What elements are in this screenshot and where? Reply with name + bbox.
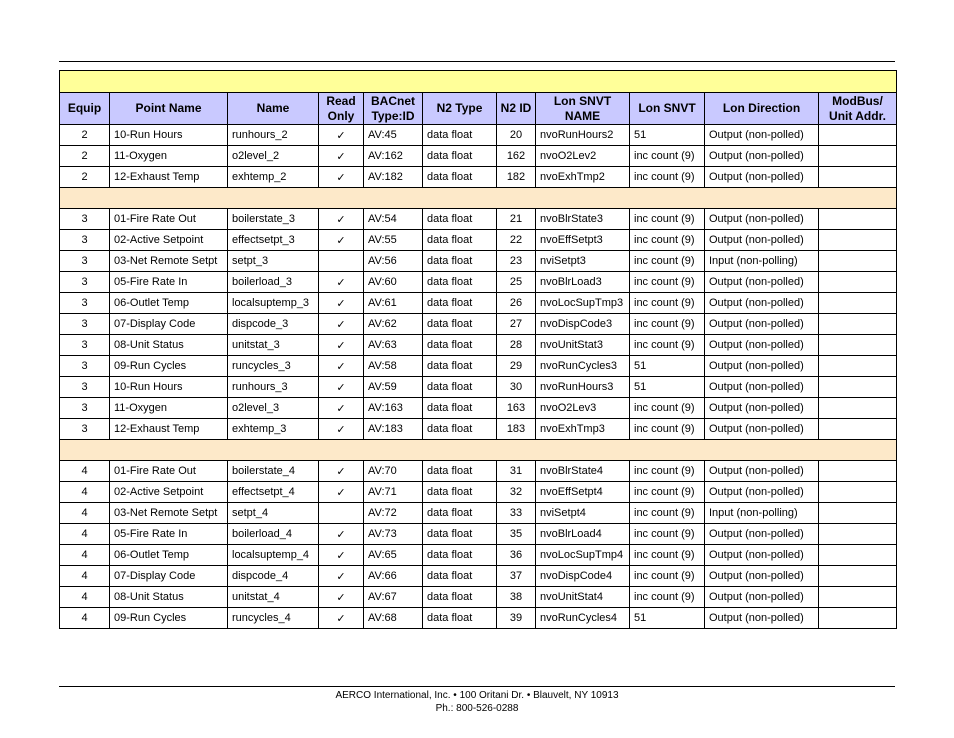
n2-id-cell: 27 bbox=[497, 314, 536, 335]
n2-type-cell: data float bbox=[423, 335, 497, 356]
bacnet-cell: AV:45 bbox=[364, 125, 423, 146]
table-row bbox=[60, 377, 897, 398]
lon-direction-cell: Output (non-polled) bbox=[705, 335, 819, 356]
name-cell: runcycles_4 bbox=[228, 608, 319, 629]
lon-snvt-cell: inc count (9) bbox=[630, 587, 705, 608]
read-only-cell: ✓ bbox=[319, 314, 364, 335]
point-name-cell: 01-Fire Rate Out bbox=[110, 461, 228, 482]
read-only-cell bbox=[319, 251, 364, 272]
lon-snvt-cell: inc count (9) bbox=[630, 503, 705, 524]
name-cell: runhours_2 bbox=[228, 125, 319, 146]
lon-direction-cell: Output (non-polled) bbox=[705, 419, 819, 440]
bacnet-cell: AV:59 bbox=[364, 377, 423, 398]
bacnet-cell: AV:68 bbox=[364, 608, 423, 629]
name-cell: boilerstate_3 bbox=[228, 209, 319, 230]
bacnet-cell: AV:55 bbox=[364, 230, 423, 251]
lon-direction-cell: Output (non-polled) bbox=[705, 608, 819, 629]
read-only-cell bbox=[319, 503, 364, 524]
modbus-cell bbox=[819, 419, 897, 440]
n2-type-cell: data float bbox=[423, 461, 497, 482]
table-row bbox=[60, 314, 897, 335]
n2-type-cell: data float bbox=[423, 293, 497, 314]
bacnet-cell: AV:70 bbox=[364, 461, 423, 482]
n2-type-cell: data float bbox=[423, 209, 497, 230]
n2-id-cell: 32 bbox=[497, 482, 536, 503]
lon-snvt-name-cell: nvoRunCycles3 bbox=[536, 356, 630, 377]
table-row bbox=[60, 608, 897, 629]
point-name-cell: 10-Run Hours bbox=[110, 125, 228, 146]
lon-direction-cell: Output (non-polled) bbox=[705, 398, 819, 419]
read-only-cell: ✓ bbox=[319, 335, 364, 356]
equip-cell: 4 bbox=[60, 587, 110, 608]
name-cell: dispcode_3 bbox=[228, 314, 319, 335]
name-cell: setpt_4 bbox=[228, 503, 319, 524]
n2-id-cell: 36 bbox=[497, 545, 536, 566]
modbus-cell bbox=[819, 545, 897, 566]
lon-direction-cell: Output (non-polled) bbox=[705, 356, 819, 377]
lon-snvt-name-cell: nvoUnitStat4 bbox=[536, 587, 630, 608]
n2-type-cell: data float bbox=[423, 608, 497, 629]
n2-type-cell: data float bbox=[423, 524, 497, 545]
lon-snvt-name-cell: nviSetpt3 bbox=[536, 251, 630, 272]
lon-snvt-name-cell: nvoBlrState3 bbox=[536, 209, 630, 230]
read-only-cell: ✓ bbox=[319, 524, 364, 545]
name-cell: effectsetpt_3 bbox=[228, 230, 319, 251]
lon-snvt-name-cell: nvoO2Lev3 bbox=[536, 398, 630, 419]
table-row bbox=[60, 398, 897, 419]
name-cell: unitstat_3 bbox=[228, 335, 319, 356]
lon-snvt-cell: inc count (9) bbox=[630, 167, 705, 188]
modbus-cell bbox=[819, 482, 897, 503]
point-name-cell: 02-Active Setpoint bbox=[110, 482, 228, 503]
lon-direction-cell: Output (non-polled) bbox=[705, 314, 819, 335]
modbus-cell bbox=[819, 608, 897, 629]
point-name-cell: 07-Display Code bbox=[110, 314, 228, 335]
equip-cell: 3 bbox=[60, 251, 110, 272]
read-only-cell: ✓ bbox=[319, 377, 364, 398]
bacnet-cell: AV:73 bbox=[364, 524, 423, 545]
read-only-cell: ✓ bbox=[319, 167, 364, 188]
lon-snvt-name-cell: nvoBlrLoad3 bbox=[536, 272, 630, 293]
equip-cell: 3 bbox=[60, 293, 110, 314]
name-cell: boilerstate_4 bbox=[228, 461, 319, 482]
modbus-cell bbox=[819, 167, 897, 188]
read-only-cell: ✓ bbox=[319, 272, 364, 293]
lon-snvt-name-cell: nvoBlrLoad4 bbox=[536, 524, 630, 545]
point-name-cell: 06-Outlet Temp bbox=[110, 545, 228, 566]
modbus-cell bbox=[819, 377, 897, 398]
read-only-cell: ✓ bbox=[319, 293, 364, 314]
read-only-cell: ✓ bbox=[319, 482, 364, 503]
name-cell: o2level_2 bbox=[228, 146, 319, 167]
col-header-modbus: ModBus/ Unit Addr. bbox=[819, 93, 897, 125]
equip-cell: 4 bbox=[60, 545, 110, 566]
bacnet-cell: AV:60 bbox=[364, 272, 423, 293]
n2-type-cell: data float bbox=[423, 398, 497, 419]
bacnet-cell: AV:183 bbox=[364, 419, 423, 440]
name-cell: exhtemp_3 bbox=[228, 419, 319, 440]
read-only-cell: ✓ bbox=[319, 230, 364, 251]
lon-direction-cell: Output (non-polled) bbox=[705, 272, 819, 293]
col-header-read-only: Read Only bbox=[319, 93, 364, 125]
lon-snvt-cell: 51 bbox=[630, 125, 705, 146]
equip-cell: 3 bbox=[60, 272, 110, 293]
lon-direction-cell: Output (non-polled) bbox=[705, 545, 819, 566]
n2-id-cell: 21 bbox=[497, 209, 536, 230]
modbus-cell bbox=[819, 356, 897, 377]
n2-type-cell: data float bbox=[423, 230, 497, 251]
lon-direction-cell: Input (non-polling) bbox=[705, 503, 819, 524]
read-only-cell: ✓ bbox=[319, 419, 364, 440]
lon-snvt-cell: inc count (9) bbox=[630, 335, 705, 356]
group-separator bbox=[60, 440, 897, 461]
read-only-cell: ✓ bbox=[319, 398, 364, 419]
lon-snvt-cell: inc count (9) bbox=[630, 272, 705, 293]
modbus-cell bbox=[819, 461, 897, 482]
table-row bbox=[60, 566, 897, 587]
table-title-band bbox=[60, 71, 897, 93]
lon-direction-cell: Output (non-polled) bbox=[705, 209, 819, 230]
footer-phone: Ph.: 800-526-0288 bbox=[435, 703, 519, 714]
lon-snvt-name-cell: nvoO2Lev2 bbox=[536, 146, 630, 167]
col-header-point-name: Point Name bbox=[110, 93, 228, 125]
equip-cell: 4 bbox=[60, 566, 110, 587]
lon-direction-cell: Output (non-polled) bbox=[705, 461, 819, 482]
table-header-row bbox=[60, 93, 897, 125]
read-only-cell: ✓ bbox=[319, 587, 364, 608]
modbus-cell bbox=[819, 335, 897, 356]
n2-type-cell: data float bbox=[423, 146, 497, 167]
equip-cell: 3 bbox=[60, 209, 110, 230]
lon-snvt-cell: 51 bbox=[630, 356, 705, 377]
name-cell: runcycles_3 bbox=[228, 356, 319, 377]
table-row bbox=[60, 482, 897, 503]
lon-snvt-name-cell: nvoEffSetpt3 bbox=[536, 230, 630, 251]
point-name-cell: 09-Run Cycles bbox=[110, 356, 228, 377]
modbus-cell bbox=[819, 230, 897, 251]
group-separator bbox=[60, 188, 897, 209]
lon-snvt-cell: inc count (9) bbox=[630, 209, 705, 230]
n2-id-cell: 182 bbox=[497, 167, 536, 188]
col-header-n2-id: N2 ID bbox=[497, 93, 536, 125]
n2-id-cell: 25 bbox=[497, 272, 536, 293]
lon-direction-cell: Output (non-polled) bbox=[705, 230, 819, 251]
lon-snvt-cell: inc count (9) bbox=[630, 524, 705, 545]
equip-cell: 4 bbox=[60, 608, 110, 629]
modbus-cell bbox=[819, 314, 897, 335]
n2-id-cell: 28 bbox=[497, 335, 536, 356]
lon-snvt-name-cell: nvoLocSupTmp4 bbox=[536, 545, 630, 566]
lon-direction-cell: Output (non-polled) bbox=[705, 566, 819, 587]
n2-id-cell: 29 bbox=[497, 356, 536, 377]
name-cell: runhours_3 bbox=[228, 377, 319, 398]
n2-id-cell: 35 bbox=[497, 524, 536, 545]
equip-cell: 4 bbox=[60, 503, 110, 524]
lon-snvt-cell: inc count (9) bbox=[630, 314, 705, 335]
name-cell: dispcode_4 bbox=[228, 566, 319, 587]
footer-address: AERCO International, Inc. • 100 Oritani Dr. • Blauvelt, NY 10913 bbox=[335, 690, 619, 701]
point-name-cell: 03-Net Remote Setpt bbox=[110, 251, 228, 272]
lon-snvt-cell: inc count (9) bbox=[630, 566, 705, 587]
table-row bbox=[60, 524, 897, 545]
equip-cell: 3 bbox=[60, 314, 110, 335]
lon-direction-cell: Output (non-polled) bbox=[705, 293, 819, 314]
modbus-cell bbox=[819, 398, 897, 419]
n2-type-cell: data float bbox=[423, 587, 497, 608]
lon-snvt-cell: inc count (9) bbox=[630, 251, 705, 272]
name-cell: localsuptemp_4 bbox=[228, 545, 319, 566]
n2-id-cell: 22 bbox=[497, 230, 536, 251]
equip-cell: 4 bbox=[60, 482, 110, 503]
lon-snvt-cell: inc count (9) bbox=[630, 419, 705, 440]
lon-direction-cell: Input (non-polling) bbox=[705, 251, 819, 272]
modbus-cell bbox=[819, 251, 897, 272]
n2-type-cell: data float bbox=[423, 377, 497, 398]
equip-cell: 4 bbox=[60, 524, 110, 545]
name-cell: effectsetpt_4 bbox=[228, 482, 319, 503]
table-row bbox=[60, 587, 897, 608]
bacnet-cell: AV:72 bbox=[364, 503, 423, 524]
modbus-cell bbox=[819, 503, 897, 524]
table-row bbox=[60, 335, 897, 356]
table-row bbox=[60, 230, 897, 251]
n2-id-cell: 30 bbox=[497, 377, 536, 398]
lon-snvt-cell: 51 bbox=[630, 608, 705, 629]
n2-type-cell: data float bbox=[423, 167, 497, 188]
modbus-cell bbox=[819, 209, 897, 230]
equip-cell: 3 bbox=[60, 335, 110, 356]
bacnet-cell: AV:67 bbox=[364, 587, 423, 608]
read-only-cell: ✓ bbox=[319, 209, 364, 230]
point-name-cell: 09-Run Cycles bbox=[110, 608, 228, 629]
point-name-cell: 11-Oxygen bbox=[110, 398, 228, 419]
lon-snvt-name-cell: nviSetpt4 bbox=[536, 503, 630, 524]
read-only-cell: ✓ bbox=[319, 146, 364, 167]
lon-snvt-name-cell: nvoEffSetpt4 bbox=[536, 482, 630, 503]
modbus-cell bbox=[819, 587, 897, 608]
n2-type-cell: data float bbox=[423, 566, 497, 587]
lon-snvt-cell: inc count (9) bbox=[630, 482, 705, 503]
equip-cell: 3 bbox=[60, 398, 110, 419]
col-header-n2-type: N2 Type bbox=[423, 93, 497, 125]
n2-type-cell: data float bbox=[423, 125, 497, 146]
equip-cell: 3 bbox=[60, 230, 110, 251]
bacnet-cell: AV:62 bbox=[364, 314, 423, 335]
n2-id-cell: 20 bbox=[497, 125, 536, 146]
modbus-cell bbox=[819, 272, 897, 293]
n2-id-cell: 23 bbox=[497, 251, 536, 272]
col-header-bacnet: BACnet Type:ID bbox=[364, 93, 423, 125]
col-header-lon-snvt: Lon SNVT bbox=[630, 93, 705, 125]
point-name-cell: 11-Oxygen bbox=[110, 146, 228, 167]
read-only-cell: ✓ bbox=[319, 356, 364, 377]
col-header-name: Name bbox=[228, 93, 319, 125]
name-cell: localsuptemp_3 bbox=[228, 293, 319, 314]
table-row bbox=[60, 272, 897, 293]
point-name-cell: 12-Exhaust Temp bbox=[110, 419, 228, 440]
read-only-cell: ✓ bbox=[319, 125, 364, 146]
equip-cell: 4 bbox=[60, 461, 110, 482]
table-row bbox=[60, 356, 897, 377]
lon-snvt-cell: inc count (9) bbox=[630, 545, 705, 566]
equip-cell: 2 bbox=[60, 167, 110, 188]
lon-snvt-name-cell: nvoRunHours2 bbox=[536, 125, 630, 146]
bacnet-cell: AV:182 bbox=[364, 167, 423, 188]
n2-type-cell: data float bbox=[423, 272, 497, 293]
n2-id-cell: 162 bbox=[497, 146, 536, 167]
read-only-cell: ✓ bbox=[319, 545, 364, 566]
n2-type-cell: data float bbox=[423, 356, 497, 377]
n2-id-cell: 26 bbox=[497, 293, 536, 314]
name-cell: exhtemp_2 bbox=[228, 167, 319, 188]
name-cell: setpt_3 bbox=[228, 251, 319, 272]
table-row bbox=[60, 125, 897, 146]
bacnet-cell: AV:54 bbox=[364, 209, 423, 230]
point-name-cell: 01-Fire Rate Out bbox=[110, 209, 228, 230]
n2-type-cell: data float bbox=[423, 251, 497, 272]
lon-snvt-name-cell: nvoBlrState4 bbox=[536, 461, 630, 482]
table-row bbox=[60, 293, 897, 314]
bacnet-cell: AV:56 bbox=[364, 251, 423, 272]
lon-direction-cell: Output (non-polled) bbox=[705, 167, 819, 188]
bacnet-cell: AV:65 bbox=[364, 545, 423, 566]
n2-id-cell: 38 bbox=[497, 587, 536, 608]
n2-id-cell: 183 bbox=[497, 419, 536, 440]
table-row bbox=[60, 146, 897, 167]
lon-direction-cell: Output (non-polled) bbox=[705, 482, 819, 503]
lon-snvt-name-cell: nvoExhTmp2 bbox=[536, 167, 630, 188]
lon-snvt-name-cell: nvoExhTmp3 bbox=[536, 419, 630, 440]
lon-snvt-name-cell: nvoDispCode3 bbox=[536, 314, 630, 335]
bacnet-cell: AV:71 bbox=[364, 482, 423, 503]
equip-cell: 3 bbox=[60, 356, 110, 377]
lon-snvt-name-cell: nvoRunCycles4 bbox=[536, 608, 630, 629]
read-only-cell: ✓ bbox=[319, 608, 364, 629]
name-cell: boilerload_3 bbox=[228, 272, 319, 293]
table-row bbox=[60, 209, 897, 230]
n2-type-cell: data float bbox=[423, 503, 497, 524]
bacnet-cell: AV:163 bbox=[364, 398, 423, 419]
bacnet-cell: AV:162 bbox=[364, 146, 423, 167]
lon-snvt-name-cell: nvoRunHours3 bbox=[536, 377, 630, 398]
table-row bbox=[60, 419, 897, 440]
name-cell: unitstat_4 bbox=[228, 587, 319, 608]
lon-direction-cell: Output (non-polled) bbox=[705, 377, 819, 398]
point-name-cell: 12-Exhaust Temp bbox=[110, 167, 228, 188]
n2-type-cell: data float bbox=[423, 314, 497, 335]
read-only-cell: ✓ bbox=[319, 566, 364, 587]
lon-snvt-name-cell: nvoLocSupTmp3 bbox=[536, 293, 630, 314]
modbus-cell bbox=[819, 524, 897, 545]
modbus-cell bbox=[819, 146, 897, 167]
point-name-cell: 05-Fire Rate In bbox=[110, 272, 228, 293]
lon-direction-cell: Output (non-polled) bbox=[705, 125, 819, 146]
lon-direction-cell: Output (non-polled) bbox=[705, 587, 819, 608]
n2-type-cell: data float bbox=[423, 419, 497, 440]
table-row bbox=[60, 167, 897, 188]
equip-cell: 2 bbox=[60, 125, 110, 146]
equip-cell: 2 bbox=[60, 146, 110, 167]
bacnet-cell: AV:66 bbox=[364, 566, 423, 587]
col-header-equip: Equip bbox=[60, 93, 110, 125]
point-name-cell: 10-Run Hours bbox=[110, 377, 228, 398]
table-row bbox=[60, 545, 897, 566]
lon-snvt-cell: inc count (9) bbox=[630, 230, 705, 251]
table-row bbox=[60, 461, 897, 482]
n2-id-cell: 31 bbox=[497, 461, 536, 482]
bacnet-cell: AV:58 bbox=[364, 356, 423, 377]
lon-direction-cell: Output (non-polled) bbox=[705, 524, 819, 545]
modbus-cell bbox=[819, 566, 897, 587]
name-cell: o2level_3 bbox=[228, 398, 319, 419]
header-rule bbox=[59, 61, 895, 62]
point-name-cell: 06-Outlet Temp bbox=[110, 293, 228, 314]
lon-snvt-cell: 51 bbox=[630, 377, 705, 398]
col-header-lon-snvt-name: Lon SNVT NAME bbox=[536, 93, 630, 125]
lon-snvt-cell: inc count (9) bbox=[630, 146, 705, 167]
point-name-cell: 07-Display Code bbox=[110, 566, 228, 587]
equip-cell: 3 bbox=[60, 377, 110, 398]
col-header-lon-direction: Lon Direction bbox=[705, 93, 819, 125]
n2-id-cell: 163 bbox=[497, 398, 536, 419]
equip-cell: 3 bbox=[60, 419, 110, 440]
name-cell: boilerload_4 bbox=[228, 524, 319, 545]
n2-id-cell: 33 bbox=[497, 503, 536, 524]
n2-type-cell: data float bbox=[423, 545, 497, 566]
n2-type-cell: data float bbox=[423, 482, 497, 503]
bacnet-cell: AV:61 bbox=[364, 293, 423, 314]
read-only-cell: ✓ bbox=[319, 461, 364, 482]
modbus-cell bbox=[819, 125, 897, 146]
bacnet-cell: AV:63 bbox=[364, 335, 423, 356]
lon-direction-cell: Output (non-polled) bbox=[705, 146, 819, 167]
point-name-cell: 08-Unit Status bbox=[110, 335, 228, 356]
lon-snvt-cell: inc count (9) bbox=[630, 398, 705, 419]
n2-id-cell: 39 bbox=[497, 608, 536, 629]
modbus-cell bbox=[819, 293, 897, 314]
point-name-cell: 08-Unit Status bbox=[110, 587, 228, 608]
lon-snvt-name-cell: nvoDispCode4 bbox=[536, 566, 630, 587]
point-name-cell: 03-Net Remote Setpt bbox=[110, 503, 228, 524]
table-row bbox=[60, 251, 897, 272]
footer-rule bbox=[59, 686, 895, 687]
points-table bbox=[59, 70, 897, 629]
n2-id-cell: 37 bbox=[497, 566, 536, 587]
point-name-cell: 02-Active Setpoint bbox=[110, 230, 228, 251]
lon-snvt-name-cell: nvoUnitStat3 bbox=[536, 335, 630, 356]
lon-snvt-cell: inc count (9) bbox=[630, 461, 705, 482]
table-row bbox=[60, 503, 897, 524]
lon-snvt-cell: inc count (9) bbox=[630, 293, 705, 314]
point-name-cell: 05-Fire Rate In bbox=[110, 524, 228, 545]
